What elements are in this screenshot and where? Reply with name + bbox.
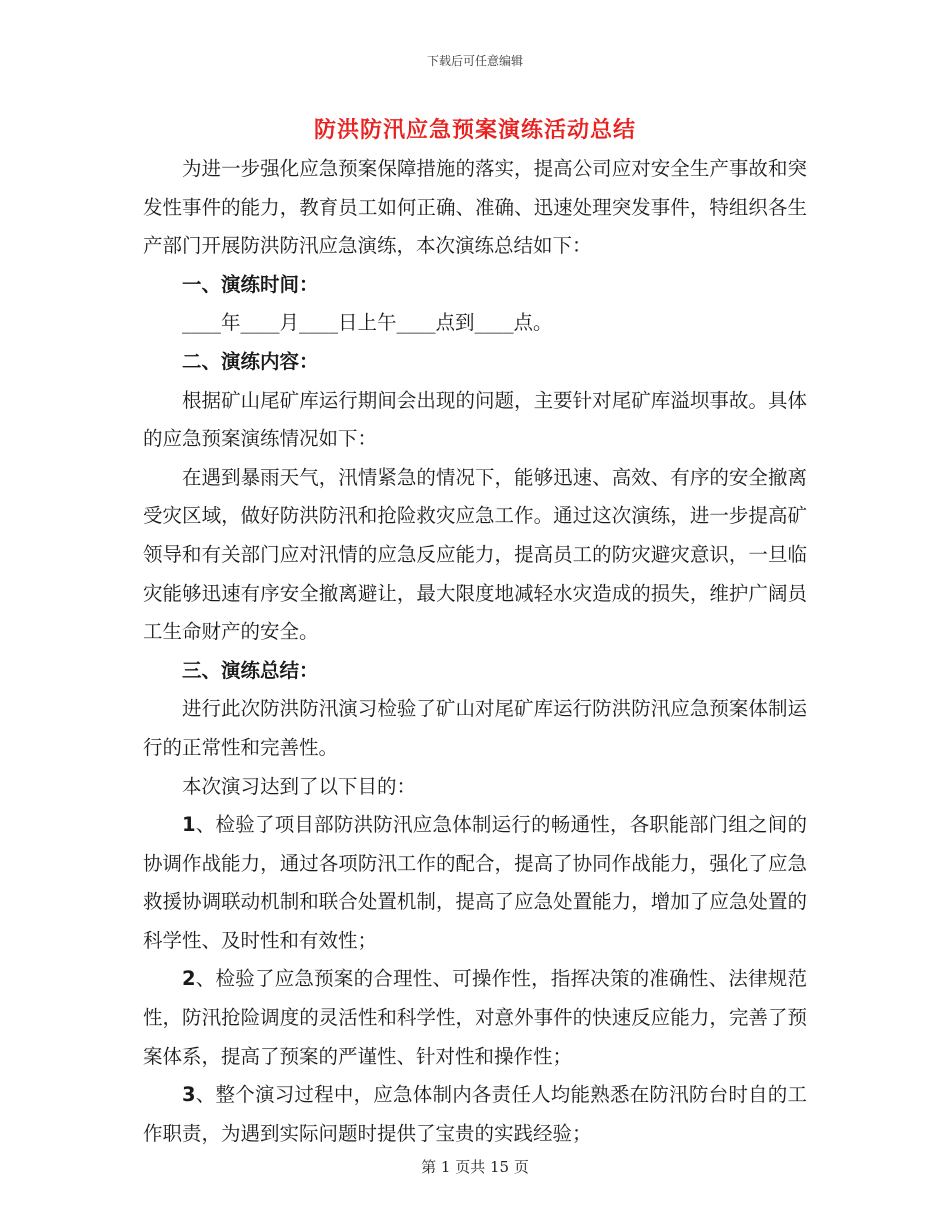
page-number-footer: 第 1 页共 15 页 xyxy=(421,1158,529,1176)
list-item-number: 3 xyxy=(182,1083,196,1107)
section-heading-summary: 三、演练总结： xyxy=(182,658,319,682)
list-item-text: 、检验了项目部防洪防汛应急体制运行的畅通性，各职能部门组之间的协调作战能力，通过各项防汛工作的配合，提高了协同作战能力，强化了应急救援协调联动机制和联合处置机制，提高了应急处置能力，增加了应急处置的科学性、及时性和有效性； xyxy=(143,813,807,952)
list-item xyxy=(143,960,807,1076)
list-item-number: 2 xyxy=(182,967,196,991)
section-heading-time: 一、演练时间： xyxy=(182,272,319,296)
content-paragraph-2: 在遇到暴雨天气，汛情紧急的情况下，能够迅速、高效、有序的安全撤离受灾区域，做好防洪防汛和抢险救灾应急工作。通过这次演练，进一步提高矿领导和有关部门应对汛情的应急反应能力，提高员工的防灾避灾意识，一旦临灾能够迅速有序安全撤离避让，最大限度地减轻水灾造成的损失，维护广阔员工生命财产的安全。 xyxy=(143,465,807,644)
list-item xyxy=(143,1076,807,1153)
page-header-note: 下载后可任意编辑 xyxy=(426,54,523,68)
list-item-text: 、检验了应急预案的合理性、可操作性，指挥决策的准确性、法律规范性，防汛抢险调度的灵活性和科学性，对意外事件的快速反应能力，完善了预案体系，提高了预案的严谨性、针对性和操作性； xyxy=(143,967,807,1068)
list-item xyxy=(143,806,807,960)
summary-paragraph-2: 本次演习达到了以下目的： xyxy=(182,774,417,798)
content-paragraph-1: 根据矿山尾矿库运行期间会出现的问题，主要针对尾矿库溢坝事故。具体的应急预案演练情况如下： xyxy=(143,388,807,451)
intro-paragraph: 为进一步强化应急预案保障措施的落实，提高公司应对安全生产事故和突发性事件的能力，教育员工如何正确、准确、迅速处理突发事件，特组织各生产部门开展防洪防汛应急演练，本次演练总结如下： xyxy=(143,157,807,258)
section-heading-content: 二、演练内容： xyxy=(182,349,319,373)
document-body xyxy=(143,150,807,1153)
summary-paragraph-1: 进行此次防洪防汛演习检验了矿山对尾矿库运行防洪防汛应急预案体制运行的正常性和完善性。 xyxy=(143,697,807,759)
drill-time-line: ____年____月____日上午____点到____点。 xyxy=(182,311,553,335)
document-title: 防洪防汛应急预案演练活动总结 xyxy=(313,117,636,143)
list-item-number: 1 xyxy=(182,813,196,837)
list-item-text: 、整个演习过程中，应急体制内各责任人均能熟悉在防汛防台时自的工作职责，为遇到实际问题时提供了宝贵的实践经验； xyxy=(143,1083,807,1145)
